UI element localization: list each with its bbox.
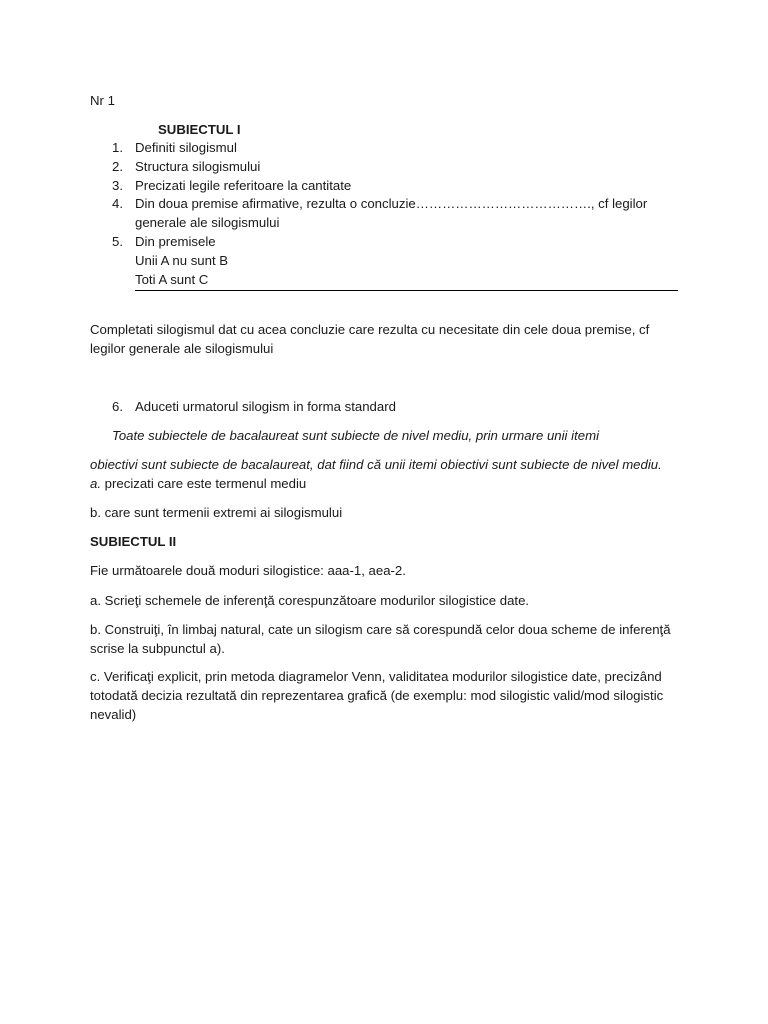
syllogism-text-line-1: Toate subiectele de bacalaureat sunt subiecte de nivel mediu, prin urmare unii itemi — [112, 428, 599, 443]
question-item-5 — [90, 233, 680, 289]
question-item-4 — [90, 195, 680, 233]
premise-2: Toti A sunt C — [135, 271, 209, 287]
subiect2-part-a: a. Scrieţi schemele de inferenţă corespunzătoare modurilor silogistice date. — [90, 593, 530, 608]
part-b: b. care sunt termenii extremi ai silogismului — [90, 505, 343, 520]
question-text: Precizati legile referitoare la cantitate — [135, 177, 352, 193]
subiect1-question-list — [90, 139, 680, 289]
part-a — [90, 475, 680, 494]
question-text: Definiti silogismul — [135, 140, 237, 155]
question-item-1 — [90, 139, 680, 158]
question-text: Din doua premise afirmative, rezulta o concluzie…………………………………., cf legilor generale ale silogismului — [135, 196, 648, 231]
syllogism-text-line-2: obiectivi sunt subiecte de bacalaureat, dat fiind că unii itemi obiectivi sunt subiecte de nivel mediu. — [90, 457, 662, 472]
premise-1: Unii A nu sunt B — [135, 252, 229, 268]
question-text: Structura silogismului — [135, 158, 261, 174]
subiect2-part-c: c. Verificaţi explicit, prin metoda diagramelor Venn, validitatea modurilor silogistice date, precizând totodată decizia rezultată din reprezentarea grafică (de exemplu: mod silogistic valid/mod silogistic nevalid) — [90, 669, 664, 722]
question-item-6 — [112, 398, 672, 417]
part-a-label: a. — [90, 476, 101, 491]
question-text: Din premisele — [135, 233, 216, 249]
subiect2-part-b: b. Construiţi, în limbaj natural, cate un silogism care să corespundă celor doua scheme de inferenţă scrise la subpunctul a). — [90, 622, 671, 656]
question-number: 1. — [112, 140, 123, 155]
question-text: Aduceti urmatorul silogism in forma standard — [135, 399, 396, 414]
question-item-3 — [90, 177, 680, 196]
question-number: 4. — [112, 196, 123, 212]
question-number: 6. — [112, 399, 123, 414]
question-number: 2. — [112, 158, 123, 174]
subiect2-title: SUBIECTUL II — [90, 534, 177, 549]
horizontal-rule — [135, 290, 678, 291]
document-number: Nr 1 — [90, 93, 115, 108]
question-number: 3. — [112, 177, 123, 193]
completati-instruction: Completati silogismul dat cu acea concluzie care rezulta cu necesitate din cele doua premise, cf legilor generale ale silogismului — [90, 322, 650, 356]
question-item-2 — [90, 158, 680, 177]
subiect2-intro: Fie următoarele două moduri silogistice: aaa-1, aea-2. — [90, 563, 406, 578]
part-a-text: precizati care este termenul mediu — [101, 476, 307, 491]
subiect1-title: SUBIECTUL I — [158, 122, 241, 137]
question-number: 5. — [112, 233, 123, 249]
